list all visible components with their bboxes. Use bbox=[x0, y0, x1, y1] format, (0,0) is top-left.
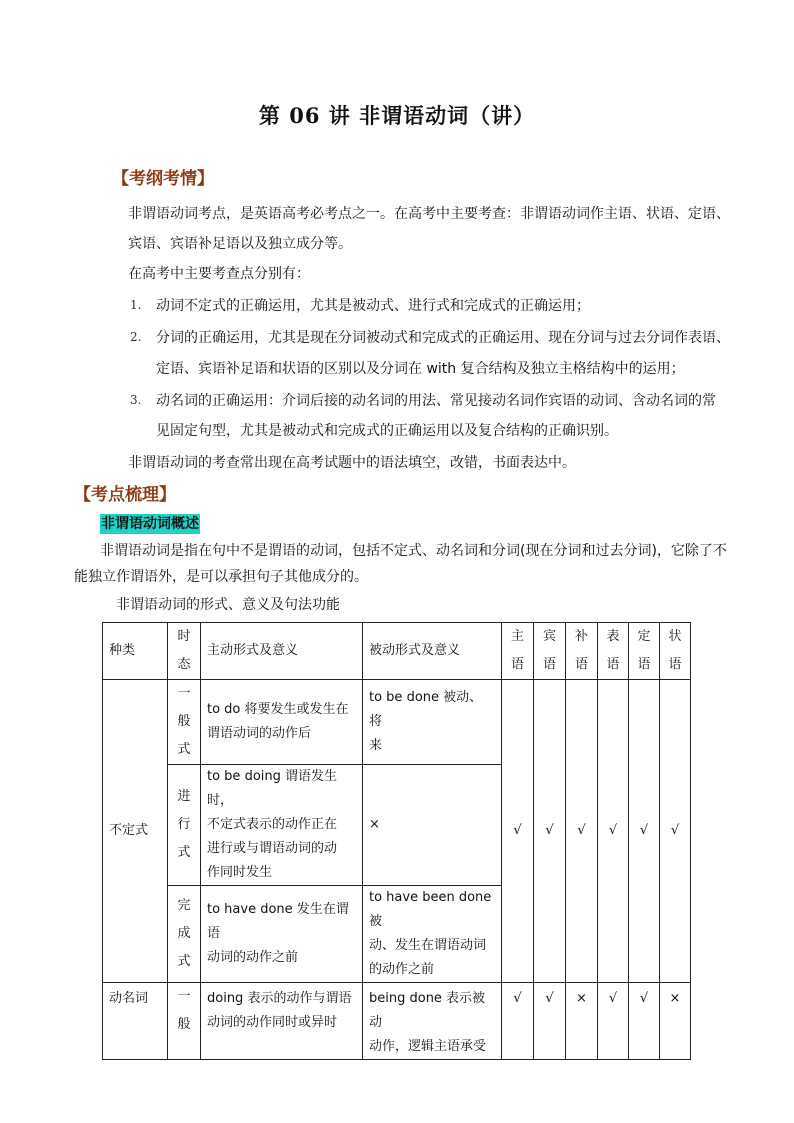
tense-cell: 一般 bbox=[168, 983, 201, 1060]
list-item-line: 动词不定式的正确运用，尤其是被动式、进行式和完成式的正确运用； bbox=[156, 298, 590, 314]
table-caption: 非谓语动词的形式、意义及句法功能 bbox=[116, 597, 340, 613]
tense-cell: 完成式 bbox=[168, 886, 201, 983]
intro-line-1: 非谓语动词考点，是英语高考必考点之一。在高考中主要考查：非谓语动词作主语、状语、定语、 bbox=[128, 206, 730, 222]
header-kind: 种类 bbox=[103, 623, 168, 680]
function-mark: √ bbox=[598, 680, 629, 983]
header-passive: 被动形式及意义 bbox=[363, 623, 502, 680]
passive-cell: to have been done 被 动、发生在谓语动词 的动作之前 bbox=[363, 886, 502, 983]
function-mark: √ bbox=[598, 983, 629, 1060]
kind-infinitive: 不定式 bbox=[103, 680, 168, 983]
list-item-line: 见固定句型，尤其是被动式和完成式的正确运用以及复合结构的正确识别。 bbox=[156, 423, 618, 439]
function-mark: √ bbox=[502, 983, 534, 1060]
overview-line-1: 非谓语动词是指在句中不是谓语的动词，包括不定式、动名词和分词(现在分词和过去分词)，它除了不 bbox=[100, 543, 727, 559]
table-row bbox=[103, 680, 691, 765]
function-mark: √ bbox=[566, 680, 598, 983]
function-mark: √ bbox=[534, 680, 566, 983]
page-title: 第 06 讲 非谓语动词（讲） bbox=[258, 103, 536, 128]
active-cell: to be doing 谓语发生时， 不定式表示的动作正在 进行或与谓语动词的动 作同时发生 bbox=[201, 765, 363, 886]
kind-gerund: 动名词 bbox=[103, 983, 168, 1060]
list-number: 3. bbox=[130, 393, 142, 407]
passive-cell: to be done 被动、将 来 bbox=[363, 680, 502, 765]
subheading-highlight: 非谓语动词概述 bbox=[101, 516, 199, 532]
intro-line-4: 非谓语动词的考查常出现在高考试题中的语法填空，改错，书面表达中。 bbox=[128, 455, 576, 471]
table-row bbox=[103, 983, 691, 1060]
header-predicative: 表语 bbox=[598, 623, 629, 680]
tense-cell: 一般式 bbox=[168, 680, 201, 765]
overview-line-2: 能独立作谓语外，是可以承担句子其他成分的。 bbox=[74, 569, 368, 585]
intro-line-3: 在高考中主要考查点分别有： bbox=[128, 266, 310, 282]
list-item-line: 定语、宾语补足语和状语的区别以及分词在 with 复合结构及独立主格结构中的运用； bbox=[156, 361, 685, 377]
intro-line-2: 宾语、宾语补足语以及独立成分等。 bbox=[128, 236, 352, 252]
section-heading-key-points: 【考点梳理】 bbox=[74, 485, 176, 505]
section-heading-exam-outline: 【考纲考情】 bbox=[112, 169, 214, 189]
header-subject: 主语 bbox=[502, 623, 534, 680]
function-mark: √ bbox=[629, 983, 660, 1060]
list-item-line: 动名词的正确运用：介词后接的动名词的用法、常见接动名词作宾语的动词、含动名词的常 bbox=[156, 393, 716, 409]
passive-cell: × bbox=[363, 765, 502, 886]
function-mark: √ bbox=[629, 680, 660, 983]
header-attributive: 定语 bbox=[629, 623, 660, 680]
list-item-line: 分词的正确运用，尤其是现在分词被动式和完成式的正确运用、现在分词与过去分词作表语、 bbox=[156, 330, 730, 346]
function-mark: × bbox=[660, 983, 691, 1060]
header-active: 主动形式及意义 bbox=[201, 623, 363, 680]
passive-cell: being done 表示被动 动作，逻辑主语承受 bbox=[363, 983, 502, 1060]
list-number: 2. bbox=[130, 330, 142, 344]
table-header-row bbox=[103, 623, 691, 680]
active-cell: doing 表示的动作与谓语 动词的动作同时或异时 bbox=[201, 983, 363, 1060]
function-mark: √ bbox=[502, 680, 534, 983]
header-complement: 补语 bbox=[566, 623, 598, 680]
header-object: 宾语 bbox=[534, 623, 566, 680]
list-number: 1. bbox=[130, 298, 142, 312]
function-mark: × bbox=[566, 983, 598, 1060]
header-tense: 时态 bbox=[168, 623, 201, 680]
function-mark: √ bbox=[660, 680, 691, 983]
non-finite-verb-table bbox=[102, 622, 691, 1060]
active-cell: to do 将要发生或发生在 谓语动词的动作后 bbox=[201, 680, 363, 765]
function-mark: √ bbox=[534, 983, 566, 1060]
header-adverbial: 状语 bbox=[660, 623, 691, 680]
tense-cell: 进行式 bbox=[168, 765, 201, 886]
active-cell: to have done 发生在谓语 动词的动作之前 bbox=[201, 886, 363, 983]
